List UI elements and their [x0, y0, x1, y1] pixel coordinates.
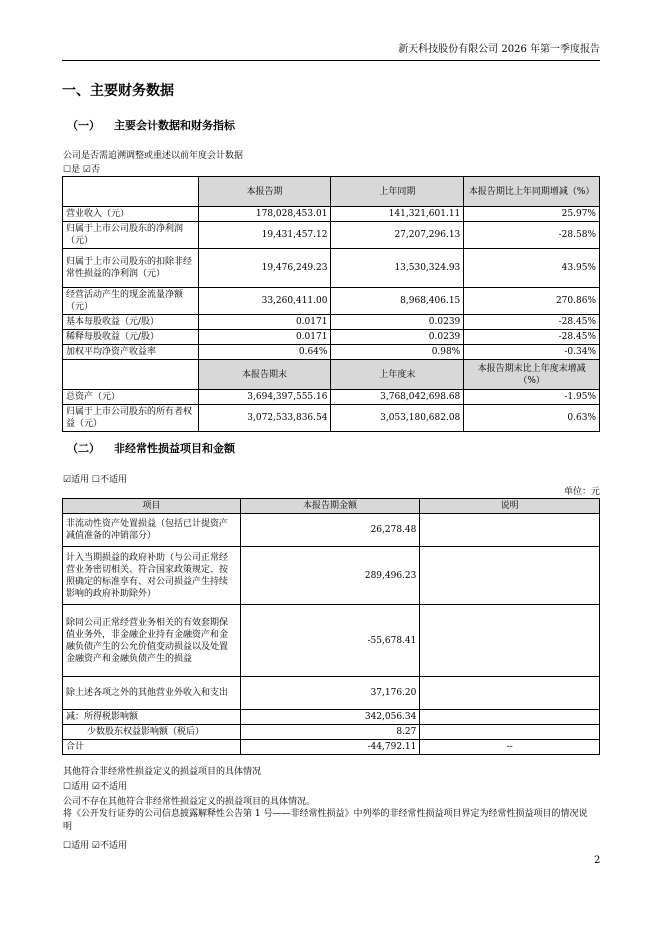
item-cell: 减：所得税影响额 [63, 710, 241, 725]
unit-label: 单位：元 [563, 487, 600, 497]
value-cell: 19,431,457.12 [198, 222, 331, 249]
value-cell: 27,207,296.13 [331, 222, 464, 249]
subsection-number: （一） [67, 119, 100, 132]
note-no-other-items: 公司不存在其他符合非经常性损益定义的损益项目的具体情况。 [63, 797, 316, 807]
value-cell: 0.63% [464, 405, 600, 432]
item-cell: 少数股东权益影响额（税后） [63, 725, 241, 740]
table-row [63, 345, 600, 360]
value-cell: 43.95% [464, 249, 600, 288]
non-recurring-table [62, 498, 600, 755]
subsection-text: 非经常性损益项目和金额 [114, 442, 235, 455]
table-row [63, 288, 600, 315]
amount-cell: 26,278.48 [240, 514, 420, 547]
table-row [63, 315, 600, 330]
apply-choice: ☑适用 ☐不适用 [63, 475, 127, 485]
table-row [63, 710, 600, 725]
amount-cell: -44,792.11 [240, 740, 420, 755]
value-cell: 3,694,397,555.16 [198, 390, 331, 405]
remark-cell: -- [420, 740, 600, 755]
subsection-title-1 [67, 117, 235, 133]
table-header-row [63, 360, 600, 390]
note-other-items: 其他符合非经常性损益定义的损益项目的具体情况 [63, 767, 262, 777]
table-row [63, 405, 600, 432]
note-reclassification-choice: ☐适用 ☑不适用 [63, 841, 127, 851]
table-row [63, 740, 600, 755]
amount-cell: -55,678.41 [240, 605, 420, 677]
header-cell: 项目 [63, 499, 241, 514]
table-row [63, 330, 600, 345]
header-cell: 上年度末 [331, 360, 464, 390]
table-row [63, 547, 600, 605]
value-cell: -28.58% [464, 222, 600, 249]
value-cell: -1.95% [464, 390, 600, 405]
amount-cell: 37,176.20 [240, 677, 420, 710]
header-rule [62, 60, 600, 61]
value-cell: 19,476,249.23 [198, 249, 331, 288]
table1-body [63, 177, 600, 432]
row-label-cell: 归属于上市公司股东的净利润（元） [63, 222, 199, 249]
item-cell: 合计 [63, 740, 241, 755]
value-cell: 0.0239 [331, 315, 464, 330]
table-row [63, 677, 600, 710]
remark-cell [420, 710, 600, 725]
page-number: 2 [594, 855, 601, 866]
value-cell: -28.45% [464, 330, 600, 345]
row-label-cell: 经营活动产生的现金流量净额（元） [63, 288, 199, 315]
section-title: 一、主要财务数据 [62, 83, 174, 99]
remark-cell [420, 547, 600, 605]
value-cell: 141,321,601.11 [331, 207, 464, 222]
table-row [63, 207, 600, 222]
subsection-text: 主要会计数据和财务指标 [114, 119, 235, 132]
table-row [63, 605, 600, 677]
remark-cell [420, 514, 600, 547]
row-label-cell: 总资产（元） [63, 390, 199, 405]
value-cell: 0.98% [331, 345, 464, 360]
note-reclassification: 将《公开发行证券的公司信息披露解释性公告第 1 号——非经常性损益》中列举的非经常性损益项目界定为经常性损益项目的情况说明 [63, 809, 588, 832]
table2-body [63, 499, 600, 755]
table-row [63, 514, 600, 547]
amount-cell: 8.27 [240, 725, 420, 740]
item-cell: 非流动性资产处置损益（包括已计提资产减值准备的冲销部分） [63, 514, 241, 547]
note-other-items-choice: ☐适用 ☑不适用 [63, 782, 127, 792]
subsection-number: （二） [67, 442, 100, 455]
table-header-row [63, 177, 600, 207]
item-cell: 除同公司正常经营业务相关的有效套期保值业务外，非金融企业持有金融资产和金融负债产生的公允价值变动损益以及处置金融资产和金融负债产生的损益 [63, 605, 241, 677]
table-row [63, 249, 600, 288]
row-label-cell: 归属于上市公司股东的所有者权益（元） [63, 405, 199, 432]
header-cell: 本报告期比上年同期增减（%） [464, 177, 600, 207]
header-cell: 本报告期 [198, 177, 331, 207]
header-cell [63, 360, 199, 390]
header-cell: 本报告期末比上年度末增减（%） [464, 360, 600, 390]
value-cell: -0.34% [464, 345, 600, 360]
row-label-cell: 基本每股收益（元/股） [63, 315, 199, 330]
value-cell: 178,028,453.01 [198, 207, 331, 222]
value-cell: 25.97% [464, 207, 600, 222]
row-label-cell: 稀释每股收益（元/股） [63, 330, 199, 345]
amount-cell: 342,056.34 [240, 710, 420, 725]
header-cell: 本报告期金额 [240, 499, 420, 514]
value-cell: 8,968,406.15 [331, 288, 464, 315]
amount-cell: 289,496.23 [240, 547, 420, 605]
row-label-cell: 归属于上市公司股东的扣除非经常性损益的净利润（元） [63, 249, 199, 288]
subsection-title-2 [67, 440, 235, 456]
restate-choice: ☐是 ☑否 [63, 165, 100, 175]
table-header-row [63, 499, 600, 514]
value-cell: 33,260,411.00 [198, 288, 331, 315]
header-cell: 上年同期 [331, 177, 464, 207]
restate-question: 公司是否需追溯调整或重述以前年度会计数据 [63, 151, 244, 161]
financial-data-table [62, 176, 600, 432]
value-cell: 13,530,324.93 [331, 249, 464, 288]
item-cell: 除上述各项之外的其他营业外收入和支出 [63, 677, 241, 710]
header-cell: 说明 [420, 499, 600, 514]
item-cell: 计入当期损益的政府补助（与公司正常经营业务密切相关、符合国家政策规定、按照确定的标准享有、对公司损益产生持续影响的政府补助除外） [63, 547, 241, 605]
value-cell: 3,072,533,836.54 [198, 405, 331, 432]
table-row [63, 390, 600, 405]
header-cell: 本报告期末 [198, 360, 331, 390]
header-cell [63, 177, 199, 207]
value-cell: 0.0171 [198, 315, 331, 330]
table-row [63, 222, 600, 249]
remark-cell [420, 605, 600, 677]
value-cell: 0.64% [198, 345, 331, 360]
value-cell: 3,053,180,682.08 [331, 405, 464, 432]
value-cell: 3,768,042,698.68 [331, 390, 464, 405]
value-cell: 270.86% [464, 288, 600, 315]
value-cell: 0.0171 [198, 330, 331, 345]
remark-cell [420, 677, 600, 710]
value-cell: -28.45% [464, 315, 600, 330]
row-label-cell: 营业收入（元） [63, 207, 199, 222]
page-header: 新天科技股份有限公司 2026 年第一季度报告 [398, 44, 600, 55]
remark-cell [420, 725, 600, 740]
row-label-cell: 加权平均净资产收益率 [63, 345, 199, 360]
value-cell: 0.0239 [331, 330, 464, 345]
table-row [63, 725, 600, 740]
